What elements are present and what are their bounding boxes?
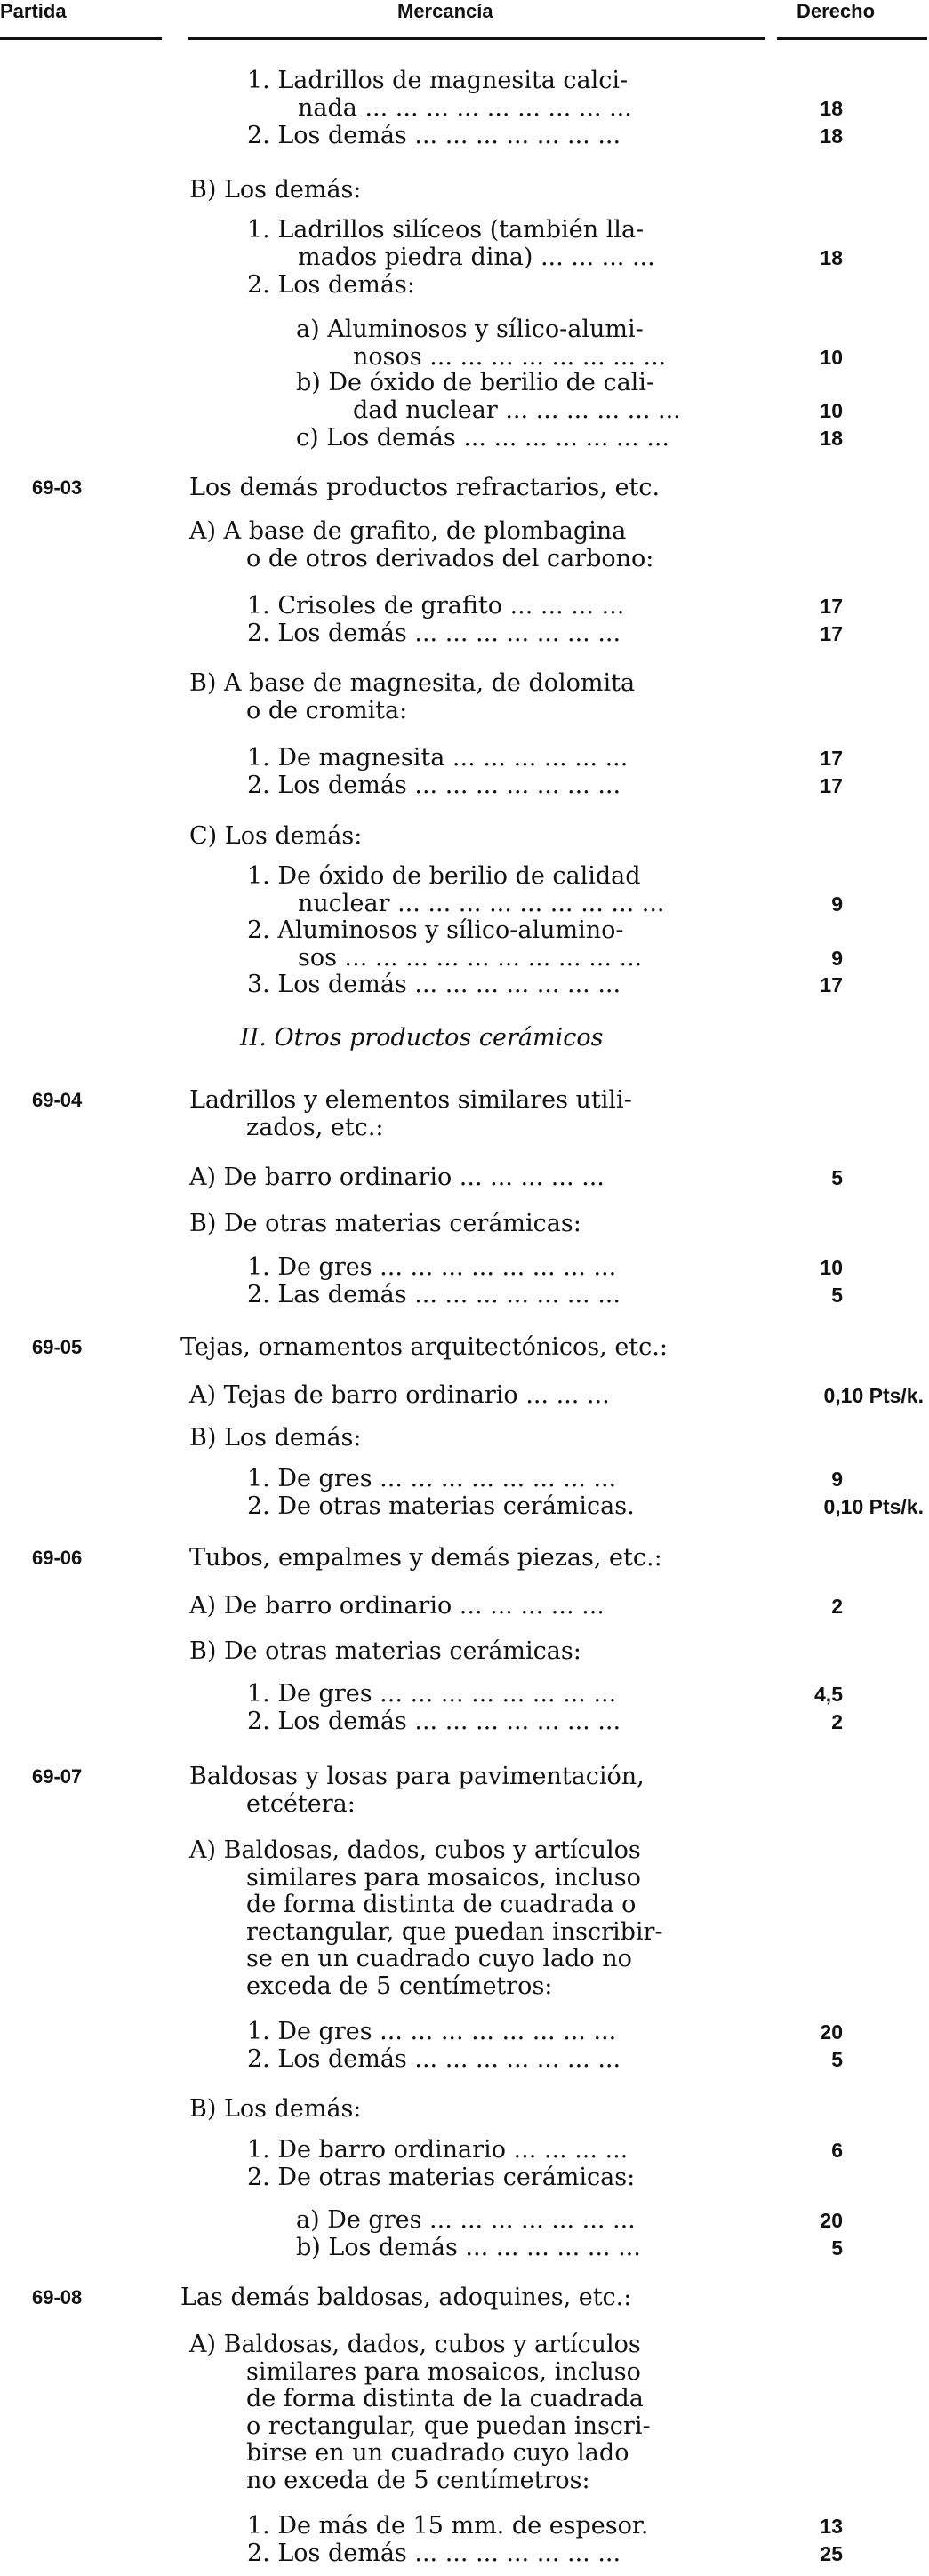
header-mercancia: Mercancía xyxy=(397,0,493,22)
derecho-value: 18 xyxy=(820,96,843,120)
mercancia-line: sos ... ... ... ... ... ... ... ... ... ... xyxy=(298,943,643,972)
mercancia-line: Tejas, ornamentos arquitectónicos, etc.: xyxy=(180,1333,668,1361)
mercancia-line: A) Baldosas, dados, cubos y artículos xyxy=(189,1836,641,1864)
mercancia-line: 2. Los demás ... ... ... ... ... ... ... xyxy=(247,122,621,149)
partida-code: 69-07 xyxy=(32,1765,83,1788)
derecho-value: 2 xyxy=(831,1595,843,1618)
mercancia-line: nosos ... ... ... ... ... ... ... ... xyxy=(353,342,667,371)
mercancia-line: dad nuclear ... ... ... ... ... ... xyxy=(353,396,681,424)
header-partida: Partida xyxy=(0,0,67,22)
derecho-value: 17 xyxy=(820,747,843,770)
mercancia-line: exceda de 5 centímetros: xyxy=(246,1972,553,2000)
mercancia-line: C) Los demás: xyxy=(189,822,363,850)
derecho-value: 5 xyxy=(831,2048,843,2071)
mercancia-line: b) Los demás ... ... ... ... ... ... xyxy=(296,2234,641,2261)
derecho-value: 20 xyxy=(820,2209,843,2232)
derecho-value: 5 xyxy=(831,1284,843,1307)
mercancia-line: 1. De magnesita ... ... ... ... ... ... xyxy=(247,744,629,772)
mercancia-line: A) De barro ordinario ... ... ... ... ... xyxy=(189,1164,605,1191)
mercancia-line: 2. Los demás: xyxy=(247,271,415,299)
mercancia-line: 2. Los demás ... ... ... ... ... ... ... xyxy=(247,2540,621,2567)
table-header xyxy=(0,0,929,36)
mercancia-line: 1. De barro ordinario ... ... ... ... xyxy=(247,2136,629,2164)
mercancia-line: 2. De otras materias cerámicas: xyxy=(247,2164,636,2191)
mercancia-line: B) A base de magnesita, de dolomita xyxy=(189,669,636,697)
derecho-value: 17 xyxy=(820,774,843,797)
mercancia-line: a) De gres ... ... ... ... ... ... ... xyxy=(296,2206,636,2234)
derecho-value: 10 xyxy=(820,1256,843,1279)
header-rule-left xyxy=(0,37,162,40)
partida-code: 69-08 xyxy=(32,2286,83,2308)
mercancia-line: II. Otros productos cerámicos xyxy=(240,1024,604,1052)
mercancia-line: 2. Los demás ... ... ... ... ... ... ... xyxy=(247,772,621,799)
mercancia-line: etcétera: xyxy=(246,1789,356,1818)
derecho-value: 9 xyxy=(831,1468,843,1491)
derecho-value: 2 xyxy=(831,1710,843,1733)
mercancia-line: o de cromita: xyxy=(246,696,408,724)
mercancia-line: no exceda de 5 centímetros: xyxy=(246,2466,590,2494)
mercancia-line: Ladrillos y elementos similares utili- xyxy=(189,1086,632,1114)
derecho-value: 17 xyxy=(820,973,843,996)
partida-code: 69-05 xyxy=(32,1336,83,1358)
mercancia-line: 3. Los demás ... ... ... ... ... ... ... xyxy=(247,971,621,998)
mercancia-line: b) De óxido de berilio de cali- xyxy=(296,369,655,396)
mercancia-line: 1. Ladrillos de magnesita calci- xyxy=(247,67,629,94)
mercancia-line: a) Aluminosos y sílico-alumi- xyxy=(296,316,644,343)
mercancia-line: 1. De más de 15 mm. de espesor. xyxy=(247,2512,649,2540)
mercancia-line: 2. De otras materias cerámicas. xyxy=(247,1492,635,1520)
mercancia-line: zados, etc.: xyxy=(246,1113,384,1141)
mercancia-line: Los demás productos refractarios, etc. xyxy=(189,474,661,501)
mercancia-line: 2. Aluminosos y sílico-alumino- xyxy=(247,916,624,944)
partida-code: 69-06 xyxy=(32,1547,83,1569)
derecho-value: 17 xyxy=(820,622,843,645)
mercancia-line: Baldosas y losas para pavimentación, xyxy=(189,1763,645,1790)
mercancia-line: c) Los demás ... ... ... ... ... ... ... xyxy=(296,424,669,452)
derecho-value: 10 xyxy=(820,345,843,369)
mercancia-line: 1. De óxido de berilio de calidad xyxy=(247,862,641,890)
mercancia-line: 1. Crisoles de grafito ... ... ... ... xyxy=(247,592,625,620)
derecho-value: 9 xyxy=(831,946,843,970)
mercancia-line: o rectangular, que puedan inscri- xyxy=(246,2412,651,2440)
derecho-value: 0,10 Pts/k. xyxy=(823,1384,924,1407)
mercancia-line: B) Los demás: xyxy=(189,2095,362,2123)
derecho-value: 5 xyxy=(831,2236,843,2260)
mercancia-line: de forma distinta de la cuadrada xyxy=(246,2385,644,2412)
header-rule-center xyxy=(188,37,765,40)
partida-code: 69-03 xyxy=(32,476,83,499)
mercancia-line: B) De otras materias cerámicas: xyxy=(189,1210,581,1237)
derecho-value: 0,10 Pts/k. xyxy=(823,1495,924,1518)
mercancia-line: 2. Las demás ... ... ... ... ... ... ... xyxy=(247,1281,621,1308)
mercancia-line: o de otros derivados del carbono: xyxy=(246,544,654,572)
derecho-value: 18 xyxy=(820,245,843,269)
derecho-value: 9 xyxy=(831,892,843,916)
derecho-value: 25 xyxy=(820,2542,843,2565)
derecho-value: 13 xyxy=(820,2515,843,2538)
header-rule-right xyxy=(777,37,927,40)
mercancia-line: B) Los demás: xyxy=(189,1424,362,1452)
mercancia-line: A) Tejas de barro ordinario ... ... ... xyxy=(189,1381,610,1409)
derecho-value: 20 xyxy=(820,2020,843,2044)
mercancia-line: nuclear ... ... ... ... ... ... ... ... ... xyxy=(298,889,665,917)
mercancia-line: birse en un cuadrado cuyo lado xyxy=(246,2439,629,2467)
mercancia-line: similares para mosaicos, incluso xyxy=(246,1863,641,1892)
derecho-value: 18 xyxy=(820,124,843,148)
derecho-value: 5 xyxy=(831,1166,843,1189)
mercancia-line: rectangular, que puedan inscribir- xyxy=(246,1917,663,1946)
mercancia-line: 2. Los demás ... ... ... ... ... ... ... xyxy=(247,2045,621,2073)
mercancia-line: 1. De gres ... ... ... ... ... ... ... ... xyxy=(247,1465,617,1492)
mercancia-line: B) De otras materias cerámicas: xyxy=(189,1637,581,1665)
mercancia-line: A) Baldosas, dados, cubos y artículos xyxy=(189,2331,641,2358)
mercancia-line: Tubos, empalmes y demás piezas, etc.: xyxy=(189,1544,662,1572)
header-derecho: Derecho xyxy=(797,0,876,22)
mercancia-line: nada ... ... ... ... ... ... ... ... ... xyxy=(298,93,632,122)
mercancia-line: A) A base de grafito, de plombagina xyxy=(189,517,627,545)
mercancia-line: de forma distinta de cuadrada o xyxy=(246,1891,637,1918)
mercancia-line: 1. De gres ... ... ... ... ... ... ... ... xyxy=(247,1680,617,1708)
mercancia-line: B) Los demás: xyxy=(189,176,362,204)
mercancia-line: A) De barro ordinario ... ... ... ... ... xyxy=(189,1592,605,1620)
partida-code: 69-04 xyxy=(32,1089,83,1111)
derecho-value: 4,5 xyxy=(814,1683,843,1706)
mercancia-line: similares para mosaicos, incluso xyxy=(246,2357,641,2386)
derecho-value: 10 xyxy=(820,398,843,422)
mercancia-line: 1. De gres ... ... ... ... ... ... ... ... xyxy=(247,1253,617,1281)
mercancia-line: 1. Ladrillos silíceos (también lla- xyxy=(247,216,645,244)
derecho-value: 17 xyxy=(820,595,843,618)
mercancia-line: se en un cuadrado cuyo lado no xyxy=(246,1945,632,1972)
mercancia-line: 2. Los demás ... ... ... ... ... ... ... xyxy=(247,1708,621,1735)
derecho-value: 6 xyxy=(831,2139,843,2162)
mercancia-line: 1. De gres ... ... ... ... ... ... ... ... xyxy=(247,2018,617,2045)
mercancia-line: 2. Los demás ... ... ... ... ... ... ... xyxy=(247,620,621,647)
mercancia-line: mados piedra dina) ... ... ... ... xyxy=(298,243,655,271)
derecho-value: 18 xyxy=(820,427,843,450)
mercancia-line: Las demás baldosas, adoquines, etc.: xyxy=(180,2284,632,2311)
